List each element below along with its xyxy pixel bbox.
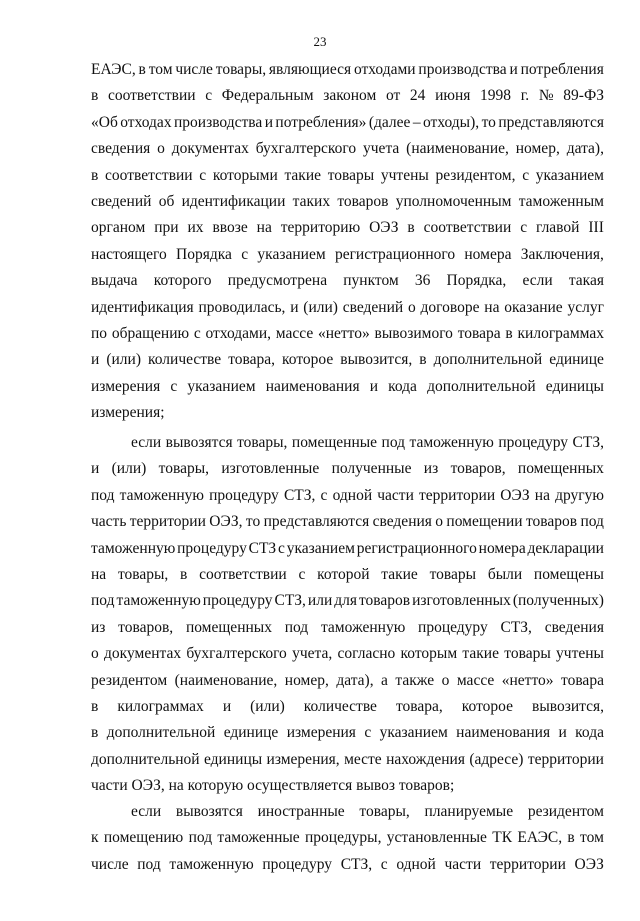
text-line: выдача которого предусмотрена пунктом 36 Порядка, если такая: [91, 272, 604, 290]
text-line: дополнительной единицы измерения, месте нахождения (адресе) территории: [91, 750, 604, 768]
paragraph-3: [91, 799, 604, 878]
text-line: если вывозятся иностранные товары, планируемые резидентом: [131, 803, 604, 820]
text-line: о документах бухгалтерского учета, согласно которым такие товары учтены: [91, 645, 604, 663]
text-line: идентификация проводилась, и (или) сведений о договоре на оказание услуг: [91, 298, 604, 316]
text-line: в килограммах и (или) количестве товара, которое вывозится,: [91, 697, 604, 715]
text-line: на товары, в соответствии с которой такие товары были помещены: [91, 565, 604, 583]
page-number: 23: [313, 34, 327, 49]
text-line: измерения;: [91, 404, 165, 422]
text-line: если вывозятся товары, помещенные под таможенную процедуру СТЗ,: [131, 434, 604, 451]
text-line: резидентом (наименование, номер, дата), а также о массе «нетто» товара: [91, 671, 604, 689]
paragraph-2: [91, 430, 604, 799]
text-line: органом при их ввозе на территорию ОЭЗ в соответствии с главой III: [91, 219, 604, 237]
paragraph-1: [91, 57, 604, 426]
text-line: «Об отходах производства и потребления» (далее – отходы), то представляются: [91, 113, 604, 131]
text-line: настоящего Порядка с указанием регистрационного номера Заключения,: [91, 245, 604, 263]
text-line: к помещению под таможенные процедуры, установленные ТК ЕАЭС, в том: [91, 829, 604, 847]
text-line: под таможенную процедуру СТЗ, с одной части территории ОЭЗ на другую: [91, 486, 604, 504]
text-line: ЕАЭС, в том числе товары, являющиеся отходами производства и потребления: [91, 61, 604, 78]
text-line: таможенную процедуру СТЗ с указанием регистрационного номера декларации: [91, 539, 604, 557]
text-line: и (или) количестве товара, которое вывозится, в дополнительной единице: [91, 351, 604, 369]
text-line: в соответствии с которыми такие товары учтены резидентом, с указанием: [91, 166, 604, 184]
text-line: по обращению с отходами, массе «нетто» вывозимого товара в килограммах: [91, 324, 604, 342]
text-line: части ОЭЗ, на которую осуществляется вывоз товаров;: [91, 777, 455, 795]
text-line: и (или) товары, изготовленные полученные из товаров, помещенных: [91, 460, 604, 478]
text-line: числе под таможенную процедуру СТЗ, с одной части территории ОЭЗ: [91, 855, 604, 873]
text-line: под таможенную процедуру СТЗ, или для товаров изготовленных (полученных): [91, 592, 604, 610]
text-line: в дополнительной единице измерения с указанием наименования и кода: [91, 724, 604, 742]
text-line: измерения с указанием наименования и кода дополнительной единицы: [91, 377, 604, 395]
text-line: сведения о документах бухгалтерского учета (наименование, номер, дата),: [91, 140, 604, 158]
text-line: в соответствии с Федеральным законом от 24 июня 1998 г. № 89-ФЗ: [91, 87, 604, 105]
text-line: из товаров, помещенных под таможенную процедуру СТЗ, сведения: [91, 618, 604, 636]
text-line: сведений об идентификации таких товаров уполномоченным таможенным: [91, 192, 604, 210]
text-line: часть территории ОЭЗ, то представляются сведения о помещении товаров под: [91, 513, 604, 531]
